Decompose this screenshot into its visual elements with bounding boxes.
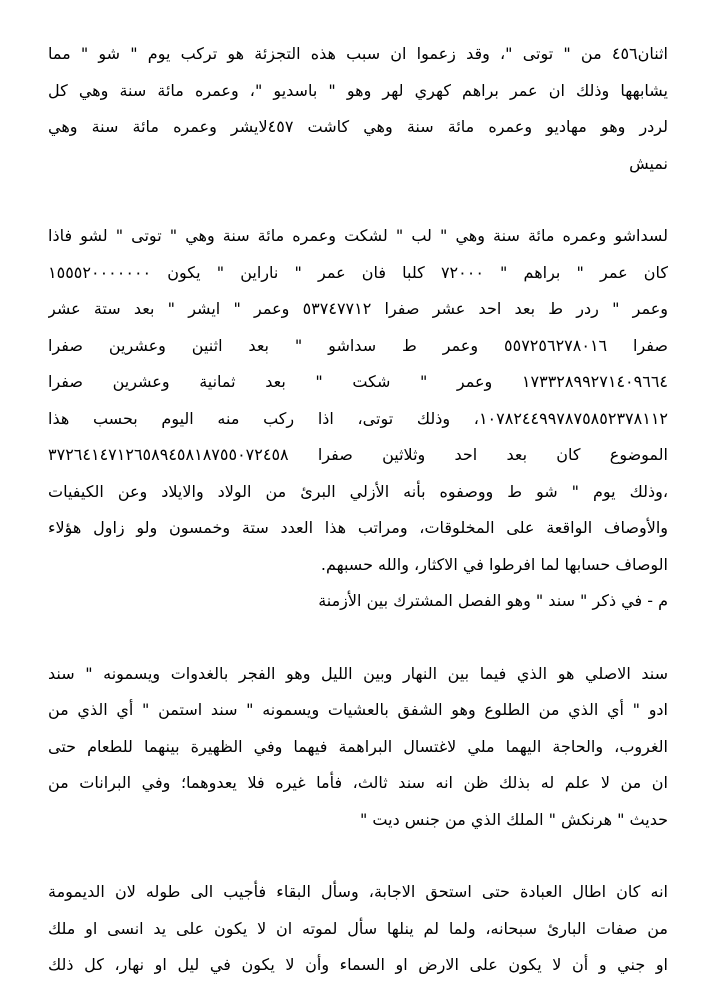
text-line: ١٧٣٣٢٨٩٩٢٧١٤٠٩٦٦٤ وعمر " شكت " بعد ثمانية وعشرين صفرا: [48, 372, 668, 391]
paragraph-gap: [48, 838, 668, 874]
text-line: اثنان٤٥٦ من " توتى "، وقد زعموا ان سبب هذه التجزئة هو تركب يوم " شو " مما: [48, 44, 668, 63]
text-line: سند الاصلي هو الذي فيما بين النهار وبين الليل وهو الفجر بالغدوات ويسمونه " سند: [48, 663, 668, 683]
text-line: ،وذلك يوم " شو ط ووصفوه بأنه الأزلي البرئ من الولاد والايلاد وعن الكيفيات: [48, 481, 668, 501]
paragraph-2: [48, 218, 668, 620]
section-heading: م - في ذكر " سند " وهو الفصل المشترك بين الأزمنة: [318, 591, 668, 610]
text-line: ادو " أي الذي من الطلوع وهو الشفق بالعشيات ويسمونه " سند استمن " أي الذي من: [48, 700, 668, 719]
text-line: والأوصاف الواقعة على المخلوقات، ومراتب هذا العدد ستة وخمسون ولو زاول هؤلاء: [48, 518, 668, 537]
paragraph-3: [48, 656, 668, 839]
text-line: نميش: [629, 153, 668, 173]
text-line: كان عمر " براهم " ٧٢٠٠٠ كلبا فان عمر " ناراين " يكون ١٥٥٥٢٠٠٠٠٠٠٠: [48, 262, 668, 282]
text-line: الموضوع كان بعد احد وثلاثين صفرا ٣٧٢٦٤١٤٧١٢٦٥٨٩٤٥٨١٨٧٥٥٠٧٢٤٥٨: [48, 445, 668, 464]
text-line: وعمر " ردر ط بعد احد عشر صفرا ٥٣٧٤٧٧١٢ وعمر " ايشر " بعد ستة عشر: [48, 299, 668, 318]
text-line: من صفات البارئ سبحانه، ولما لم ينلها سأل لموته ان لا يكون على يد انسى او ملك: [48, 918, 668, 938]
text-line: لسداشو وعمره مائة سنة وهي " لب " لشكت وعمره مائة سنة وهي " توتى " لشو فاذا: [48, 226, 668, 245]
text-line: ١٠٧٨٢٤٤٩٩٧٨٧٥٨٥٢٣٧٨١١٢، وذلك توتى، اذا ركب منه اليوم بحسب هذا: [48, 408, 668, 428]
paragraph-1: [48, 36, 668, 182]
text-line: صفرا ٥٥٧٢٥٦٢٧٨٠١٦ وعمر ط سداشو " بعد اثنين وعشرين صفرا: [48, 335, 668, 355]
paragraph-4: [48, 874, 668, 984]
text-line: الغروب، والحاجة اليهما ملي لاغتسال البراهمة فيهما وفي الظهيرة بينهما للطعام حتى: [48, 736, 668, 756]
paragraph-gap: [48, 182, 668, 218]
text-line: حديث " هرنكش " الملك الذي من جنس ديت ": [359, 809, 668, 829]
text-line: الوصاف حسابها لما افرطوا في الاكثار، والله حسبهم.: [320, 554, 668, 574]
text-line: انه كان اطال العبادة حتى استحق الاجابة، وسأل البقاء فأجيب الى طوله لان الديمومة: [48, 882, 668, 901]
text-line: لردر وهو مهاديو وعمره مائة سنة وهي كاشت ٤٥٧لايشر وعمره مائة سنة وهي: [48, 117, 668, 136]
text-line: او جني و أن لا يكون على الارض او السماء وأن لا يكون في ليل او نهار، كل ذلك: [48, 955, 668, 974]
text-line: ان من لا علم له بذلك ظن انه سند ثالث، فأما غيره فلا يعدوهما؛ وفي البرانات من: [48, 773, 668, 792]
paragraph-gap: [48, 620, 668, 656]
text-line: يشابهها وذلك ان عمر براهم كهري لهر وهو " باسديو "، وعمره مائة سنة وهي كل: [48, 80, 668, 100]
